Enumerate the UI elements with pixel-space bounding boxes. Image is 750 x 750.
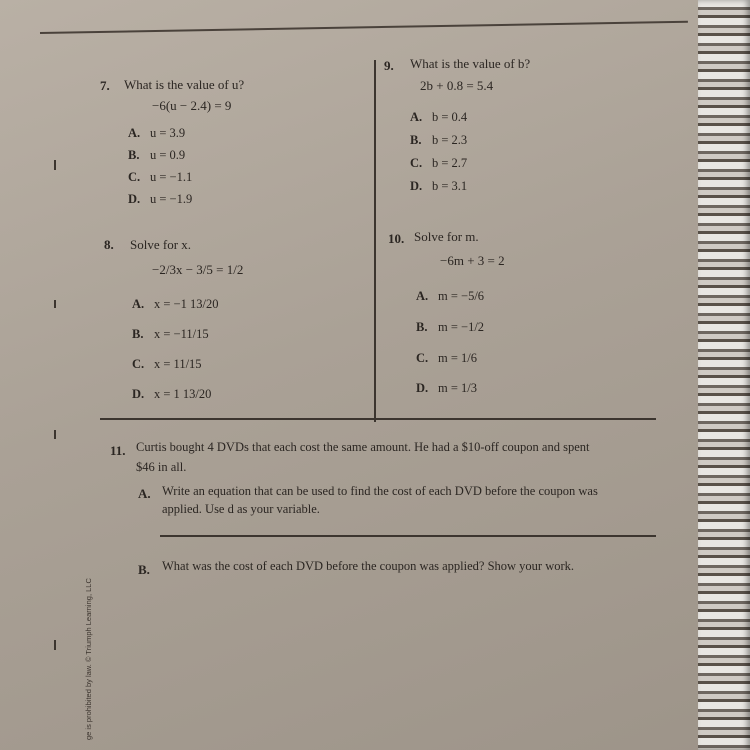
choice-text: u = 0.9 [150,148,186,162]
choice-a[interactable] [132,297,218,312]
choice-c[interactable] [416,351,477,366]
choice-text: m = −1/2 [438,320,485,334]
question-prompt: Solve for x. [130,237,192,252]
margin-mark [54,430,56,439]
question-number: 10. [388,231,405,246]
choice-letter: D. [132,387,145,401]
choice-b[interactable] [132,327,209,342]
question-prompt: What is the value of u? [124,77,245,92]
choice-letter: A. [132,297,145,311]
part-b-letter: B. [138,562,150,577]
copyright-note: ge is prohibited by law. © Triumph Learning, LLC [84,578,93,740]
question-number: 8. [104,237,114,252]
choice-text: x = −11/15 [154,327,209,341]
choice-letter: D. [128,192,141,206]
question-equation: 2b + 0.8 = 5.4 [420,78,494,93]
choice-letter: B. [128,148,140,162]
choice-letter: A. [410,110,423,124]
binder-strip [698,0,750,750]
choice-letter: A. [416,289,429,303]
question-stem-continued: $46 in all. [136,460,187,474]
choice-letter: A. [128,126,141,140]
part-b-prompt: What was the cost of each DVD before the coupon was applied? Show your work. [162,559,575,573]
choice-letter: D. [416,381,429,395]
choice-letter: D. [410,179,423,193]
choice-text: b = 0.4 [432,110,468,124]
choice-text: m = 1/6 [438,351,477,365]
question-prompt: What is the value of b? [410,56,531,71]
choice-b[interactable] [416,320,484,335]
choice-a[interactable] [128,126,185,141]
choice-letter: B. [410,133,422,147]
choice-text: m = −5/6 [438,289,485,303]
margin-mark [54,160,56,170]
choice-text: b = 3.1 [432,179,468,193]
part-a-letter: A. [138,486,151,501]
choice-text: x = 1 13/20 [154,387,212,401]
choice-b[interactable] [410,133,467,148]
question-number: 7. [100,78,110,93]
choice-d[interactable] [410,179,467,194]
question-number: 9. [384,58,394,73]
choice-text: b = 2.7 [432,156,468,170]
question-stem: Curtis bought 4 DVDs that each cost the same amount. He had a $10-off coupon and spent [136,440,590,454]
question-equation: −6m + 3 = 2 [440,253,505,268]
choice-text: u = 3.9 [150,126,186,140]
part-a-answer-line[interactable] [160,535,656,537]
choice-letter: C. [410,156,423,170]
choice-letter: C. [128,170,141,184]
top-rule [40,21,688,34]
part-a-prompt-continued: applied. Use d as your variable. [162,502,320,516]
choice-d[interactable] [128,192,192,207]
choice-text: x = −1 13/20 [154,297,219,311]
choice-c[interactable] [410,156,467,171]
question-equation: −2/3x − 3/5 = 1/2 [152,262,244,277]
choice-b[interactable] [128,148,185,163]
choice-letter: B. [132,327,144,341]
choice-letter: B. [416,320,428,334]
question-number: 11. [110,443,126,458]
part-a-prompt: Write an equation that can be used to find the cost of each DVD before the coupon was [162,484,598,498]
section-divider [100,418,656,420]
choice-text: u = −1.9 [150,192,193,206]
choice-a[interactable] [410,110,467,125]
column-divider [374,60,376,422]
choice-letter: C. [416,351,429,365]
choice-d[interactable] [416,381,477,396]
choice-a[interactable] [416,289,484,304]
choice-text: m = 1/3 [438,381,477,395]
choice-text: u = −1.1 [150,170,193,184]
question-prompt: Solve for m. [414,229,479,244]
question-equation: −6(u − 2.4) = 9 [152,98,232,113]
choice-text: b = 2.3 [432,133,468,147]
choice-c[interactable] [128,170,192,185]
choice-text: x = 11/15 [154,357,202,371]
margin-mark [54,640,56,650]
choice-letter: C. [132,357,145,371]
margin-mark [54,300,56,308]
choice-c[interactable] [132,357,202,372]
choice-d[interactable] [132,387,211,402]
